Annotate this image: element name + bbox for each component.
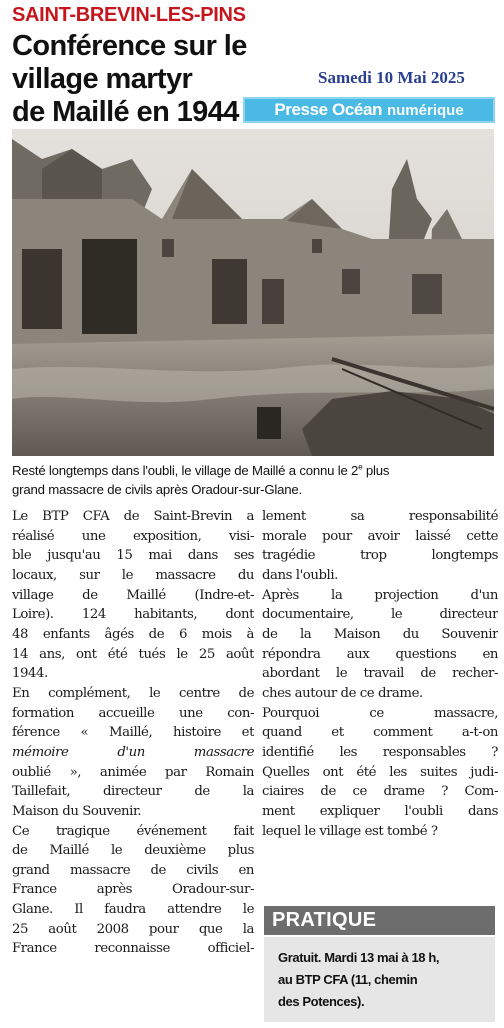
text-line: réalisé une exposition, visi-	[12, 528, 254, 544]
text-line: mémoire d'un massacre	[12, 744, 254, 760]
text-line: ches autour de ce drame.	[262, 685, 423, 701]
pratique-line: au BTP CFA (11, chemin	[278, 972, 418, 987]
text-line: 1944.	[12, 666, 48, 682]
brand-sub: numérique	[386, 101, 464, 119]
text-line: Taillefait, directeur de la	[12, 784, 254, 800]
text-line: de Maillé le deuxième plus	[12, 843, 254, 859]
text-line: Ce tragique événement fait	[12, 823, 254, 839]
headline-line-2: de Maillé en 1944	[12, 96, 239, 128]
text-line: ment expliquer l'oubli dans	[262, 803, 498, 819]
text-line: oublié », animée par Romain	[12, 764, 254, 780]
text-line: ciaires de ce drame ? Com-	[262, 784, 498, 800]
text-line: férence « Maillé, histoire et	[12, 725, 254, 741]
brand-main: Presse Océan	[274, 100, 382, 119]
text-line: En complément, le centre de	[12, 685, 254, 701]
text-line: lequel le village est tombé ?	[262, 823, 438, 839]
text-line: Quelles ont été les suites judi-	[262, 764, 498, 780]
text-line: morale pour avoir laissé cette	[262, 528, 498, 544]
publication-date: Samedi 10 Mai 2025	[318, 68, 465, 87]
text-line: Pourquoi ce massacre,	[262, 705, 498, 721]
text-line: formation accueille une con-	[12, 705, 254, 721]
pratique-heading: PRATIQUE	[264, 906, 495, 935]
article-photo	[12, 129, 494, 456]
section-kicker: SAINT-BREVIN-LES-PINS	[12, 4, 246, 26]
photo-ruined-village-icon	[12, 129, 494, 456]
text-line: identifié les responsables ?	[262, 744, 498, 760]
text-line: quand et comment a-t-on	[262, 725, 498, 741]
photo-caption	[12, 461, 498, 499]
text-line: France reconnaisse officiel-	[12, 941, 254, 957]
text-line: Maison du Souvenir.	[12, 803, 142, 819]
text-line: grand massacre de civils en	[12, 862, 254, 878]
text-line: tragédie trop longtemps	[262, 548, 498, 564]
text-line: de la Maison du Souvenir	[262, 626, 498, 642]
pratique-box	[264, 937, 495, 1022]
text-line: 25 août 2008 pour que la	[12, 921, 254, 937]
article-column-left	[12, 507, 254, 959]
text-line: Loire). 124 habitants, dont	[12, 607, 254, 623]
text-line: locaux, sur le massacre du	[12, 567, 254, 583]
caption-line-2: grand massacre de civils après Oradour-sur-Glane.	[12, 482, 302, 497]
article-column-right	[262, 507, 498, 841]
text-line: France après Oradour-sur-	[12, 882, 254, 898]
text-line: village de Maillé (Indre-et-	[12, 587, 254, 603]
pratique-line: des Potences).	[278, 994, 365, 1009]
text-line: documentaire, le directeur	[262, 607, 498, 623]
text-line: répondra aux questions en	[262, 646, 498, 662]
text-line: Glane. Il faudra attendre le	[12, 902, 254, 918]
text-line: 48 enfants âgés de 6 mois à	[12, 626, 254, 642]
text-line: lement sa responsabilité	[262, 509, 498, 524]
caption-line-1: Resté longtemps dans l'oubli, le village de Maillé a connu le 2e plus	[12, 462, 390, 478]
text-line: abordant le travail de recher-	[262, 666, 498, 682]
pratique-line: Gratuit. Mardi 13 mai à 18 h,	[278, 950, 440, 965]
publication-logo	[243, 97, 495, 123]
text-line: dans l'oubli.	[262, 567, 338, 583]
text-line: 14 ans, ont été tués le 25 août	[12, 646, 254, 662]
text-line: Le BTP CFA de Saint-Brevin a	[12, 509, 254, 524]
text-line: ble jusqu'au 15 mai dans ses	[12, 548, 254, 564]
headline-line-1: Conférence sur le village martyr	[12, 30, 247, 95]
text-line: Après la projection d'un	[262, 587, 498, 603]
